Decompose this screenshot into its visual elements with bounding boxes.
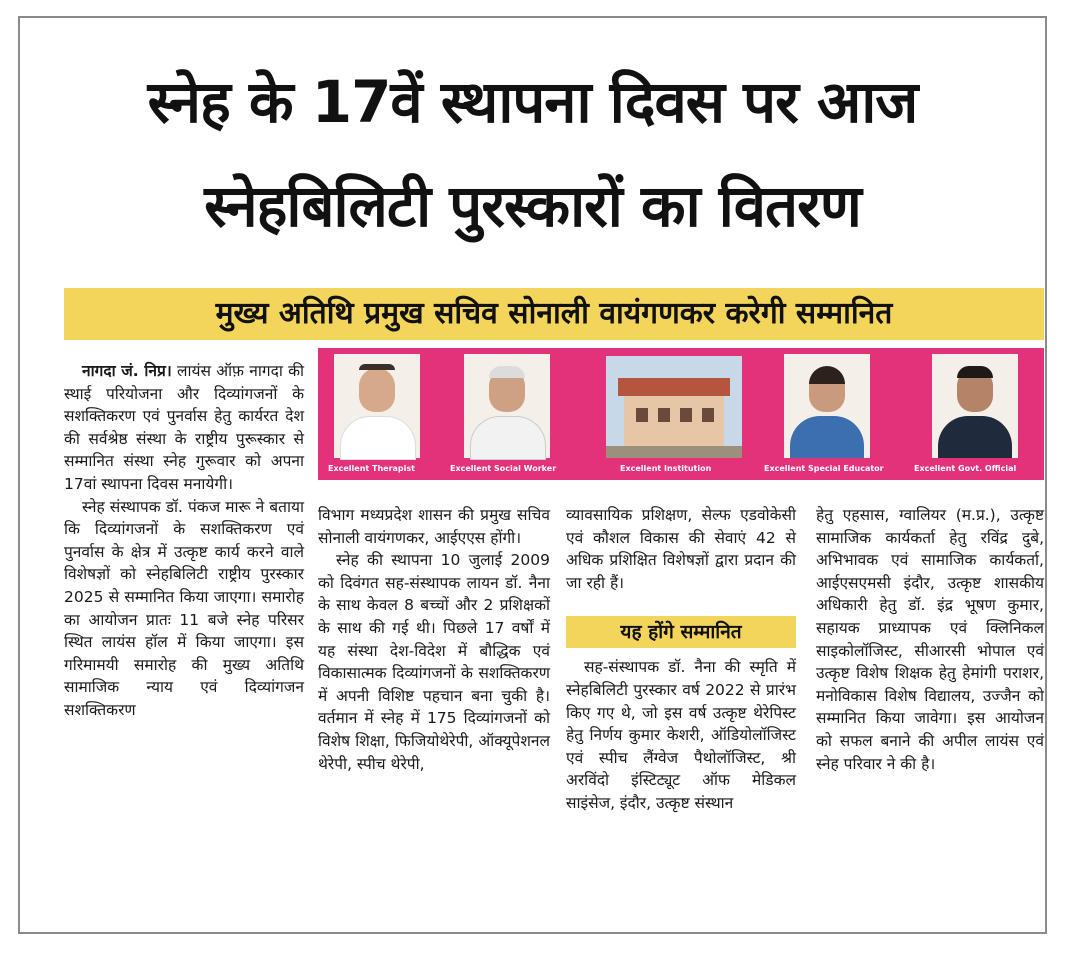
column-1-paragraph-2: स्नेह संस्थापक डॉ. पंकज मारू ने बताया कि दिव्यांगजनों के सशक्तिकरण एवं पुनर्वास के क्षेत्र में उत्कृष्ट कार्य करने वाले विशेषज्ञों को स्नेहबिलिटी राष्ट्रीय पुरस्कार 2025 से सम्मानित किया जाएगा। समारोह का आयोजन प्रातः 11 बजे स्नेह परिसर स्थित लायंस हॉल में किया जाएगा। इस गरिमामयी समारोह की मुख्य अतिथि सामाजिक न्याय एवं दिव्यांगजन सशक्तिकरण (64, 497, 304, 719)
column-2-paragraph-1: विभाग मध्यप्रदेश शासन की प्रमुख सचिव सोनाली वायंगणकर, आईएएस होंगी। (318, 506, 550, 547)
column-3-paragraph-2: सह-संस्थापक डॉ. नैना की स्मृति में स्नेहबिलिटी पुरस्कार वर्ष 2022 से प्रारंभ किए गए थे, जो इस वर्ष उत्कृष्ट थेरेपिस्ट हेतु निर्णय कुमार केशरी, ऑडियोलॉजिस्ट एवं स्पीच लैंग्वेज पैथोलॉजिस्ट, श्री अरविंदो इंस्टिट्यूट ऑफ मेडिकल साइंसेज, इंदौर, उत्कृष्ट संस्थान (566, 658, 796, 812)
dateline: नागदा जं. निप्र। (82, 362, 172, 380)
subheadline-banner: मुख्य अतिथि प्रमुख सचिव सोनाली वायंगणकर करेगी सम्मानित (64, 288, 1044, 340)
photo-govt-official (932, 354, 1018, 458)
caption-special-educator: Excellent Special Educator (764, 464, 884, 473)
column-2-paragraph-2: स्नेह की स्थापना 10 जुलाई 2009 को दिवंगत सह-संस्थापक लायन डॉ. नैना के साथ केवल 8 बच्चों और 2 प्रशिक्षकों के साथ की गई थी। पिछले 17 वर्षों में यह संस्था देश-विदेश में बौद्धिक एवं विकासात्मक दिव्यांगजनों के सशक्तिकरण में अपनी विशिष्ट पहचान बना चुकी है। वर्तमान में स्नेह में 175 दिव्यांगजनों को विशेष शिक्षा, फिजियोथेरेपी, ऑक्यूपेशनल थेरेपी, स्पीच थेरेपी, (318, 551, 550, 773)
headline-line-1: स्नेह के 17वें स्थापना दिवस पर आज (147, 68, 918, 136)
caption-social-worker: Excellent Social Worker (450, 464, 557, 473)
photo-strip (318, 348, 1044, 480)
headline-line-2: स्नेहबिलिटी पुरस्कारों का वितरण (204, 172, 861, 240)
photo-institution-building (606, 356, 742, 458)
column-3-paragraph-1: व्यावसायिक प्रशिक्षण, सेल्फ एडवोकेसी एवं कौशल विकास की सेवाएं 42 से अधिक प्रशिक्षित विशेषज्ञों द्वारा प्रदान की जा रही हैं। (566, 506, 796, 592)
newspaper-clipping (18, 16, 1047, 934)
caption-institution: Excellent Institution (620, 464, 712, 473)
section-subheading: यह होंगे सम्मानित (566, 616, 796, 648)
article-column-4 (816, 504, 1044, 775)
photo-therapist (334, 354, 420, 458)
photo-social-worker (464, 354, 550, 458)
caption-therapist: Excellent Therapist (328, 464, 415, 473)
photo-special-educator (784, 354, 870, 458)
article-column-2 (318, 504, 550, 775)
column-4-paragraph-1: हेतु एहसास, ग्वालियर (म.प्र.), उत्कृष्ट सामाजिक कार्यकर्ता हेतु रविंद्र दुबे, अभिभावक एवं सामाजिक कार्यकर्ता, आईएसएमसी इंदौर, उत्कृष्ट शासकीय अधिकारी हेतु डॉ. इंद्र भूषण कुमार, सहायक प्राध्यापक एवं क्लिनिकल साइकोलॉजिस्ट, सीआरसी भोपाल एवं उत्कृष्ट विशेष शिक्षक हेतु हेमांगी पराशर, मनोविकास विशेष विद्यालय, उज्जैन को सम्मानित किया जावेगा। इस आयोजन को सफल बनाने की अपील लायंस एवं स्नेह परिवार ने की है। (816, 506, 1044, 773)
article-column-1 (64, 360, 304, 722)
article-column-3 (566, 504, 796, 815)
caption-govt-official: Excellent Govt. Official (914, 464, 1017, 473)
column-1-paragraph-1: लायंस ऑफ़ नागदा की स्थाई परियोजना और दिव्यांगजनों के सशक्तिकरण एवं पुनर्वास हेतु कार्यरत देश की सर्वश्रेष्ठ संस्था के राष्ट्रीय पुरूस्कार से सम्मानित संस्था स्नेह गुरूवार को अपना 17वां स्थापना दिवस मनायेगी। (64, 362, 304, 493)
